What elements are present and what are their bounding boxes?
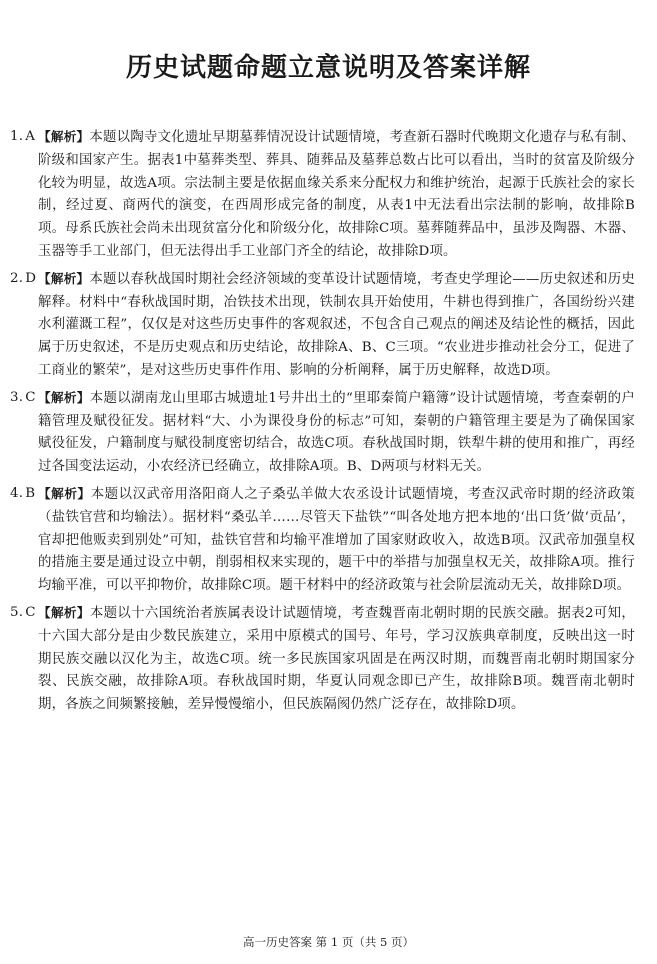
- answer-item-2: [0, 268, 657, 383]
- analysis-tag: 【解析】: [38, 389, 90, 405]
- answer-text: 本题以陶寺文化遗址早期墓葬情况设计试题情境，考查新石器时代晚期文化遗存与私有制、阶级和国家产生。据表1中墓葬类型、葬具、随葬品及墓葬总数占比可以看出，当时的贫富及阶级分化较为明显，故选A项。宗法制主要是依据血缘关系来分配权力和维护统治，起源于氏族社会的家长制，经过夏、商两代的演变，在西周形成完备的制度，从表1中无法看出宗法制的影响，故排除B项。母系氏族社会尚未出现贫富分化和阶级分化，故排除C项。墓葬随葬品中，虽涉及陶器、木器、玉器等手工业部门，但无法得出手工业部门齐全的结论，故排除D项。: [38, 130, 635, 259]
- answer-item-3: [0, 387, 657, 479]
- answer-body: [38, 387, 635, 479]
- answer-list: [0, 126, 657, 721]
- page-title: 历史试题命题立意说明及答案详解: [125, 53, 531, 83]
- answer-body: [38, 268, 635, 383]
- analysis-tag: 【解析】: [38, 485, 91, 501]
- answer-item-1: [0, 126, 657, 264]
- answer-item-4: [0, 483, 657, 598]
- answer-number: 5.: [10, 604, 24, 620]
- answer-number: 3.: [10, 389, 24, 405]
- answer-number: 2.: [10, 270, 24, 286]
- analysis-tag: 【解析】: [38, 129, 90, 144]
- page-footer: 高一历史答案 第 1 页（共 5 页）: [243, 935, 414, 949]
- answer-text: 本题以汉武帝用洛阳商人之子桑弘羊做大农丞设计试题情境，考查汉武帝时期的经济政策（盐铁官营和均输法）。据材料“桑弘羊……尽管天下盐铁”“叫各处地方把本地的‘出口货’做‘贡品’，官却把他贩卖到别处”可知，盐铁官营和均输平准增加了国家财政收入，故选B项。汉武帝加强皇权的措施主要是通过设立中朝，削弱相权来实现的，题干中的举措与加强皇权无关，故排除A项。推行均输平准，可以平抑物价，故排除C项。题干材料中的经济政策与社会阶层流动无关，故排除D项。: [38, 486, 635, 594]
- answer-body: [38, 602, 635, 717]
- answer-item-5: [0, 602, 657, 717]
- answer-letter: D: [25, 270, 37, 286]
- answer-text: 本题以春秋战国时期社会经济领域的变革设计试题情境，考查史学理论——历史叙述和历史解释。材料中“春秋战国时期，冶铁技术出现，铁制农具开始使用，牛耕也得到推广，各国纷纷兴建水利灌溉工程”，仅仅是对这些历史事件的客观叙述，不包含自己观点的阐述及结论性的概括，因此属于历史叙述，不是历史观点和历史结论，故排除A、B、C三项。“农业进步推动社会分工，促进了工商业的繁荣”，是对这些历史事件作用、影响的分析阐释，属于历史解释，故选D项。: [38, 271, 635, 378]
- answer-text: 本题以湖南龙山里耶古城遗址1号井出土的“里耶秦简户籍簿”设计试题情境，考查秦朝的户籍管理及赋役征发。据材料“大、小为课役身份的标志”可知，秦朝的户籍管理主要是为了确保国家赋役征发，户籍制度与赋役制度密切结合，故选C项。春秋战国时期，铁犁牛耕的使用和推广，再经过各国变法运动，小农经济已经确立，故排除A项。B、D两项与材料无关。: [38, 390, 635, 475]
- answer-letter: C: [25, 604, 36, 620]
- answer-prefix: [10, 387, 36, 410]
- answer-number: 4.: [10, 485, 24, 501]
- answer-body: [38, 126, 635, 264]
- answer-letter: C: [25, 389, 36, 405]
- answer-prefix: [10, 126, 35, 149]
- answer-prefix: [10, 483, 35, 506]
- answer-text: 本题以十六国统治者族属表设计试题情境，考查魏晋南北朝时期的民族交融。据表2可知，十六国大部分是由少数民族建立，采用中原模式的国号、年号，学习汉族典章制度，反映出这一时期民族交融以汉化为主，故选C项。统一多民族国家巩固是在两汉时期，而魏晋南北朝时期国家分裂、民族交融，故排除A项。春秋战国时期，华夏认同观念即已产生，故排除B项。魏晋南北朝时期，各族之间频繁接触，差异慢慢缩小，但民族隔阂仍然广泛存在，故排除D项。: [38, 605, 635, 713]
- answer-prefix: [10, 268, 36, 291]
- answer-body: [38, 483, 635, 598]
- analysis-tag: 【解析】: [38, 270, 90, 286]
- answer-letter: A: [25, 129, 36, 144]
- answer-letter: B: [25, 485, 36, 501]
- answer-prefix: [10, 602, 36, 625]
- analysis-tag: 【解析】: [38, 604, 90, 620]
- answer-number: 1.: [10, 129, 24, 144]
